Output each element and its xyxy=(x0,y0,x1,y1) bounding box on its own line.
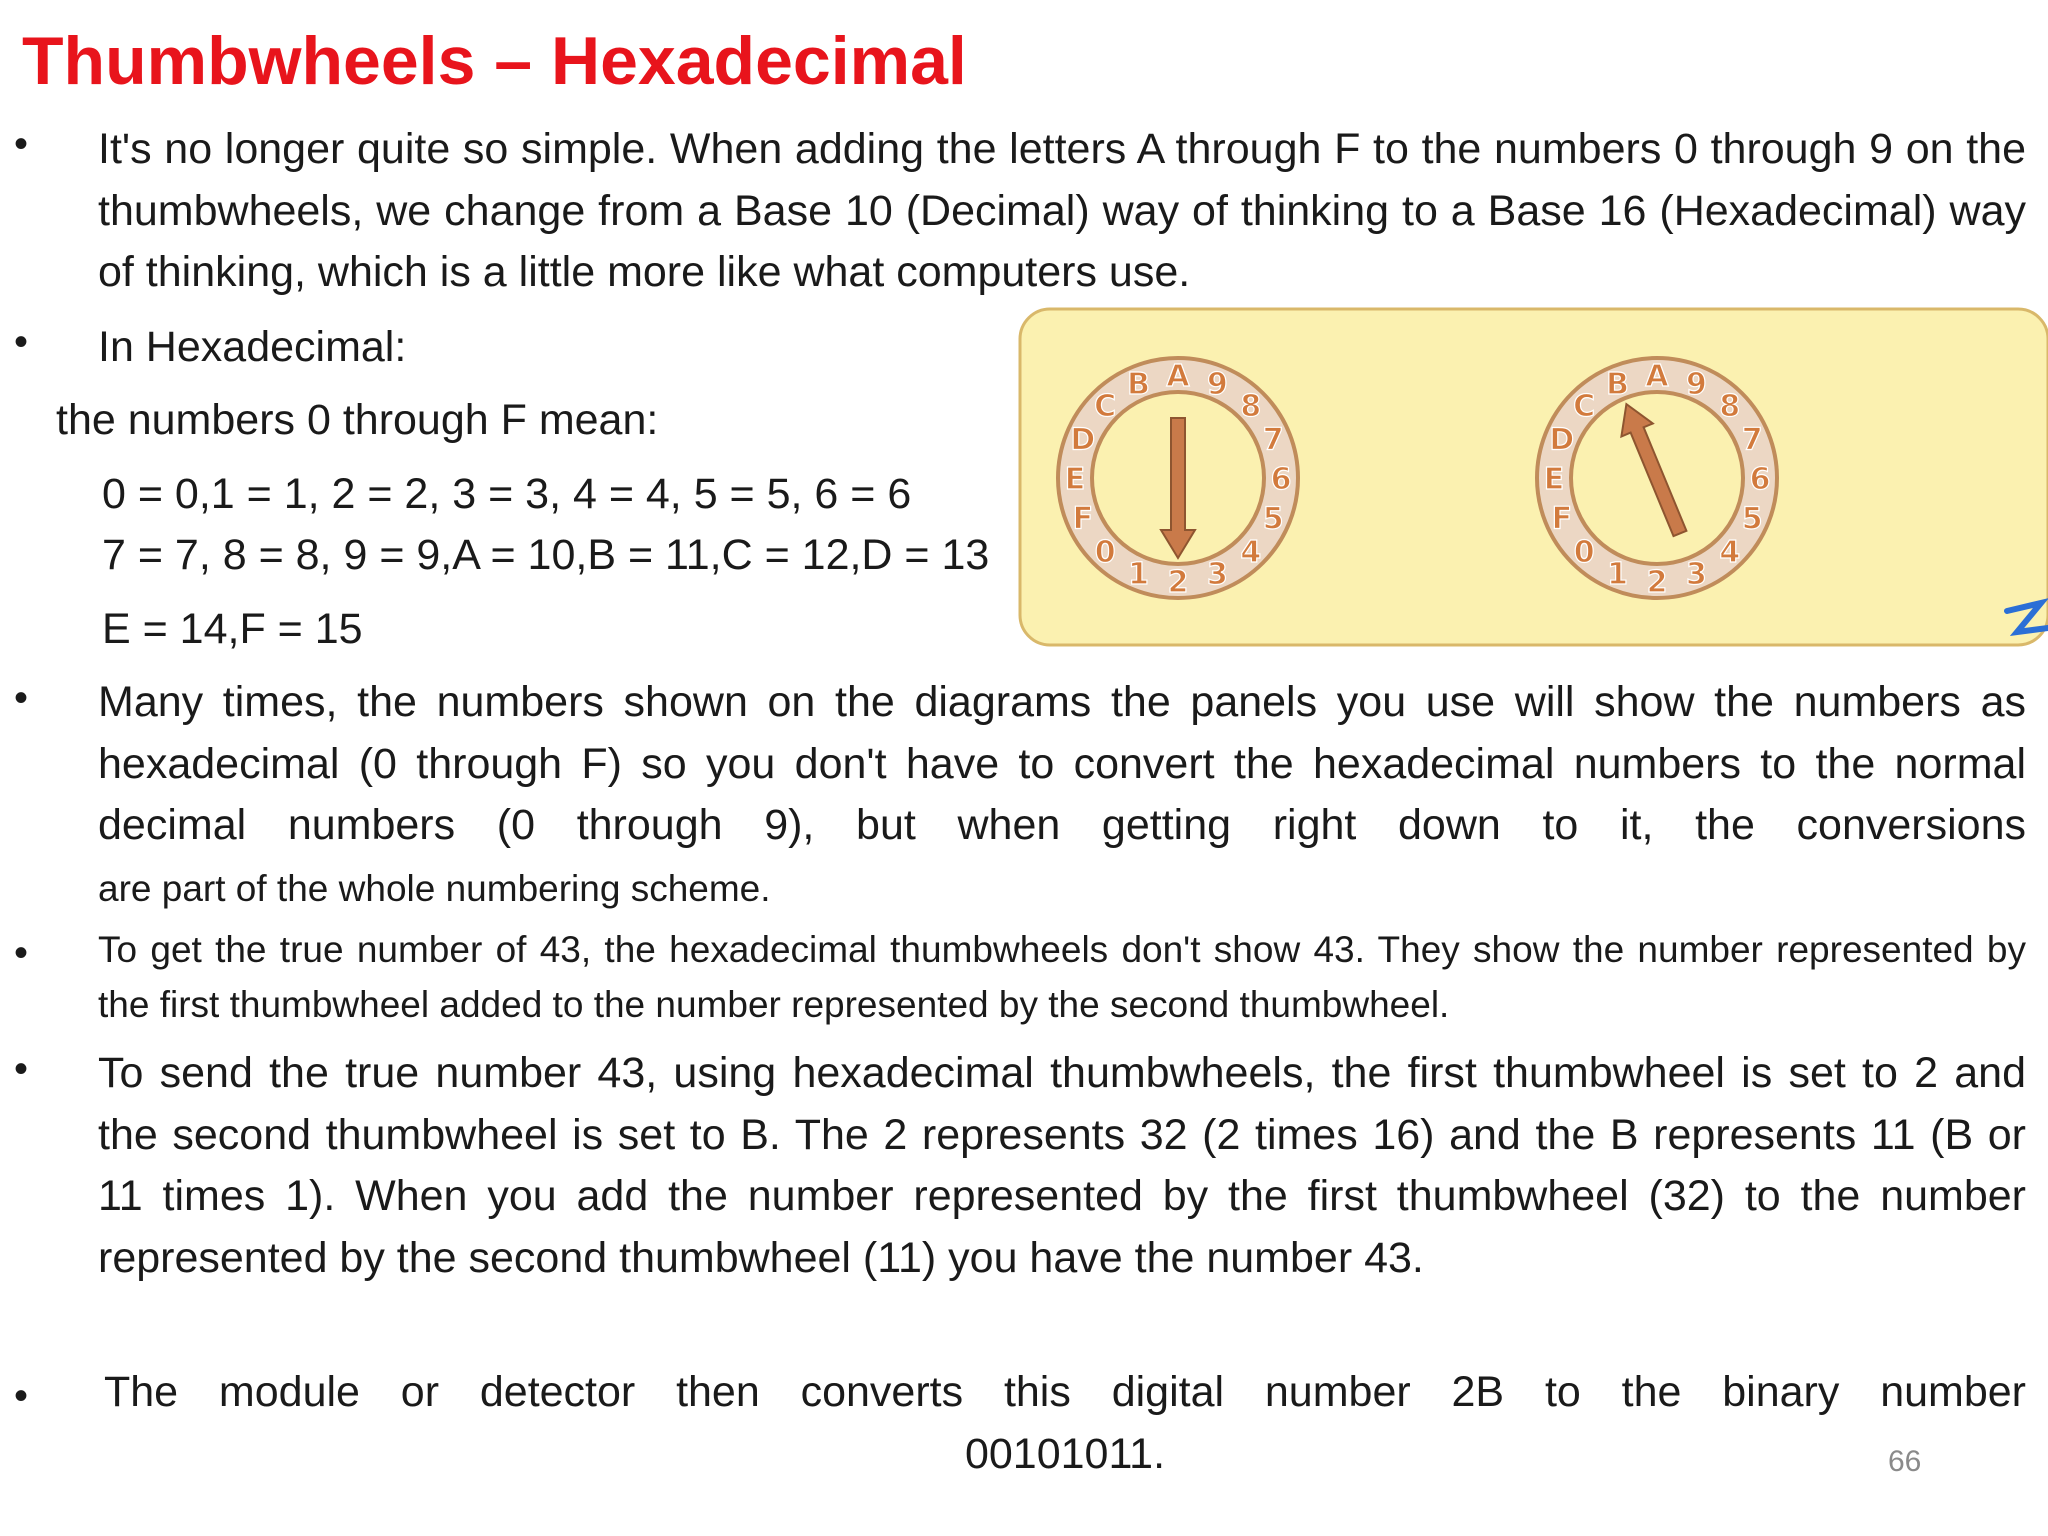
bullet-point: • xyxy=(14,320,29,364)
paragraph-send-43: To send the true number 43, using hexadecimal thumbwheels, the first thumbwheel is set to 2 and the second thumbwheel is set to B. The 2 represents 32 (2 times 16) and the B represents 11 (B or 11 times 1). When you add the number represented by the first thumbwheel (32) to the number represented by the second thumbwheel (11) you have the number 43. xyxy=(98,1049,2026,1282)
left-dial-label: 9 xyxy=(1206,366,1228,402)
right-dial-label: 7 xyxy=(1741,422,1763,458)
paragraph-true-number: To get the true number of 43, the hexadecimal thumbwheels don't show 43. They show the number represented by the first thumbwheel added to the number represented by the second thumbwheel. xyxy=(98,929,2026,1025)
thumbwheel-diagram xyxy=(1017,306,2048,650)
slide-title: Thumbwheels – Hexadecimal xyxy=(22,23,967,99)
left-dial-label: D xyxy=(1070,422,1096,458)
right-thumbwheel xyxy=(1537,358,1777,600)
right-dial-label: 9 xyxy=(1685,366,1707,402)
left-dial-label: C xyxy=(1094,389,1117,425)
right-dial-label: 4 xyxy=(1719,534,1741,570)
left-dial-label: 7 xyxy=(1262,422,1284,458)
left-dial-label: 6 xyxy=(1270,462,1292,497)
hex-mapping-line-3: E = 14,F = 15 xyxy=(102,605,363,653)
right-dial-label: C xyxy=(1573,389,1596,425)
paragraph-panel-numbers xyxy=(98,672,2026,919)
bullet-point: • xyxy=(14,1047,29,1091)
hex-mapping-line-1: 0 = 0,1 = 1, 2 = 2, 3 = 3, 4 = 4, 5 = 5, 6 = 6 xyxy=(102,470,912,518)
page-number: 66 xyxy=(1888,1445,1922,1478)
right-dial-label: 1 xyxy=(1607,557,1629,593)
paragraph-panel-numbers-tail: are part of the whole numbering scheme. xyxy=(98,867,771,909)
left-dial-label: 8 xyxy=(1240,389,1262,425)
left-dial-label: 4 xyxy=(1240,534,1262,570)
paragraph-panel-numbers-main: Many times, the numbers shown on the diagrams the panels you use will show the numbers as hexadecimal (0 through F) so you don't have to convert the hexadecimal numbers to the normal decimal numbers (0 through 9), but when getting right down to it, the conversions xyxy=(98,678,2026,849)
binary-conversion-line-2: 00101011. xyxy=(964,1429,1166,1478)
bullet-point: • xyxy=(14,1374,29,1418)
bullet-point: • xyxy=(14,931,29,975)
right-dial-label: D xyxy=(1549,422,1575,458)
right-dial-label: 8 xyxy=(1719,389,1741,425)
left-dial-label: E xyxy=(1064,462,1086,497)
right-dial-label: A xyxy=(1645,359,1669,394)
right-dial-label: 3 xyxy=(1685,557,1707,593)
right-dial-label: E xyxy=(1543,462,1565,497)
left-dial-label: A xyxy=(1166,359,1190,394)
left-dial-label: 2 xyxy=(1167,565,1189,600)
bullet-point: • xyxy=(14,676,29,720)
left-thumbwheel xyxy=(1058,358,1298,600)
left-dial-label: 5 xyxy=(1262,501,1284,537)
right-dial-label: B xyxy=(1606,366,1630,402)
hex-mapping-line-2: 7 = 7, 8 = 8, 9 = 9,A = 10,B = 11,C = 12,D = 13 xyxy=(102,531,990,579)
paragraph-base16-intro: It's no longer quite so simple. When adding the letters A through F to the numbers 0 through 9 on the thumbwheels, we change from a Base 10 (Decimal) way of thinking to a Base 16 (Hexadecimal) way of thinking, which is a little more like what computers use. xyxy=(98,125,2026,296)
right-dial-label: 2 xyxy=(1646,565,1668,600)
binary-conversion-line-1: The module or detector then converts this digital number 2B to the binary number xyxy=(104,1368,2026,1416)
thumbwheel-figure xyxy=(1017,306,2048,650)
left-dial-label: 3 xyxy=(1206,557,1228,593)
paragraph-numbers-mean: the numbers 0 through F mean: xyxy=(56,396,659,444)
bullet-point: • xyxy=(14,122,29,166)
left-dial-label: 0 xyxy=(1094,534,1116,570)
right-dial-label: F xyxy=(1551,501,1573,537)
right-dial-label: 0 xyxy=(1573,534,1595,570)
left-dial-label: F xyxy=(1072,501,1094,537)
left-dial-label: B xyxy=(1127,366,1151,402)
right-dial-label: 5 xyxy=(1741,501,1763,537)
right-dial-label: 6 xyxy=(1749,462,1771,497)
left-dial-label: 1 xyxy=(1128,557,1150,593)
paragraph-in-hexadecimal: In Hexadecimal: xyxy=(98,323,407,371)
paragraph-binary-conversion xyxy=(104,1362,2026,1485)
